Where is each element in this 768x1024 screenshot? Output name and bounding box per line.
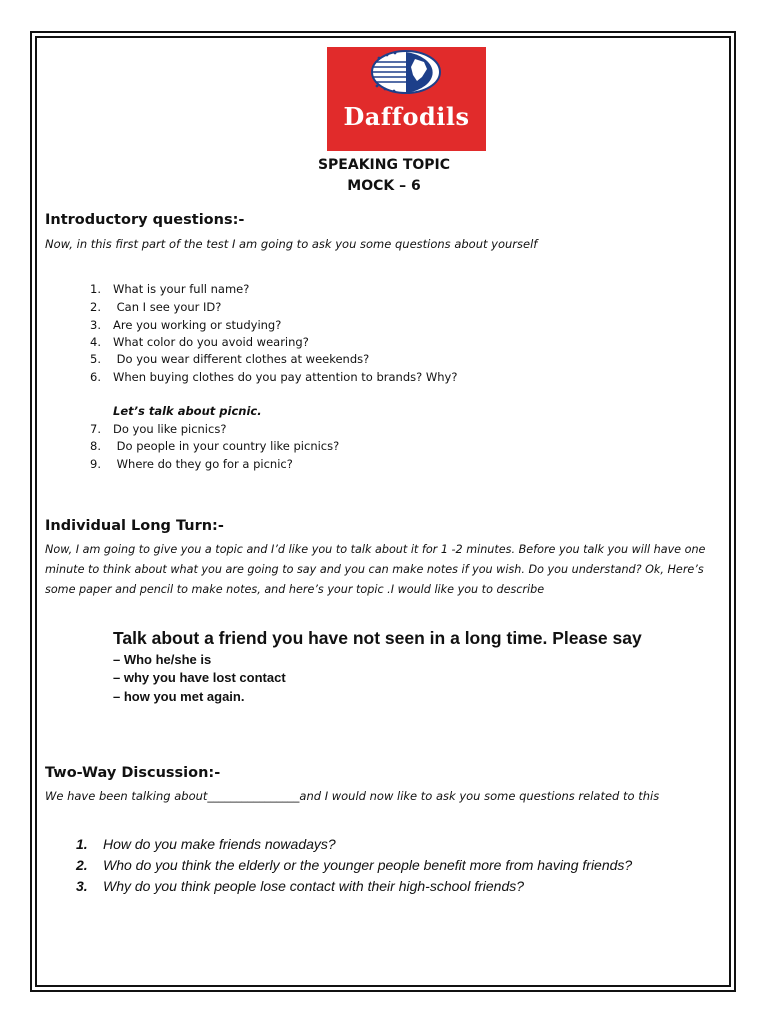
section-intro-line: minute to think about what you are going to say and you can make notes if you wish. Do you understand? Ok, Here’s bbox=[45, 563, 704, 576]
list-item: 8. Do people in your country like picnics? bbox=[90, 439, 340, 453]
list-item: 7. Do you like picnics? bbox=[90, 422, 227, 436]
cue-card-topic: Talk about a friend you have not seen in a long time. Please say bbox=[113, 628, 642, 648]
cue-card-point: – why you have lost contact bbox=[113, 670, 286, 685]
list-item: 3. Why do you think people lose contact with their high-school friends? bbox=[76, 878, 525, 894]
globe-icon bbox=[327, 47, 486, 151]
list-item: 1. What is your full name? bbox=[90, 282, 250, 296]
blank-line: ________________ bbox=[207, 789, 300, 803]
daffodils-logo bbox=[327, 47, 486, 151]
list-item: 3. Are you working or studying? bbox=[90, 318, 282, 332]
list-item: 9. Where do they go for a picnic? bbox=[90, 457, 293, 471]
doc-title: SPEAKING TOPIC bbox=[317, 157, 451, 173]
list-item: 1. How do you make friends nowadays? bbox=[76, 836, 336, 852]
section-intro-introductory: Now, in this first part of the test I am going to ask you some questions about yourself bbox=[45, 237, 538, 251]
list-item: 5. Do you wear different clothes at weekends? bbox=[90, 352, 370, 366]
cue-card-point: – Who he/she is bbox=[113, 652, 212, 667]
list-item: 2. Who do you think the elderly or the younger people benefit more from having friends? bbox=[76, 857, 633, 873]
list-item: 2. Can I see your ID? bbox=[90, 300, 222, 314]
logo-text: Daffodils bbox=[343, 102, 470, 131]
list-item: 4. What color do you avoid wearing? bbox=[90, 335, 309, 349]
section-heading-discussion: Two-Way Discussion:- bbox=[45, 765, 221, 781]
section-intro-discussion: We have been talking about________________and I would now like to ask you some questions related to this bbox=[45, 789, 660, 803]
list-item: 6. When buying clothes do you pay attention to brands? Why? bbox=[90, 370, 458, 384]
subtopic-label: Let’s talk about picnic. bbox=[113, 404, 262, 418]
cue-card-point: – how you met again. bbox=[113, 689, 245, 704]
doc-subtitle: MOCK – 6 bbox=[347, 178, 421, 194]
section-heading-long-turn: Individual Long Turn:- bbox=[45, 518, 224, 534]
section-intro-line: Now, I am going to give you a topic and I’d like you to talk about it for 1 -2 minutes. Before you talk you will have one bbox=[45, 543, 706, 556]
section-heading-introductory: Introductory questions:- bbox=[45, 212, 245, 228]
section-intro-line: some paper and pencil to make notes, and here’s your topic .I would like you to describe bbox=[45, 583, 545, 596]
